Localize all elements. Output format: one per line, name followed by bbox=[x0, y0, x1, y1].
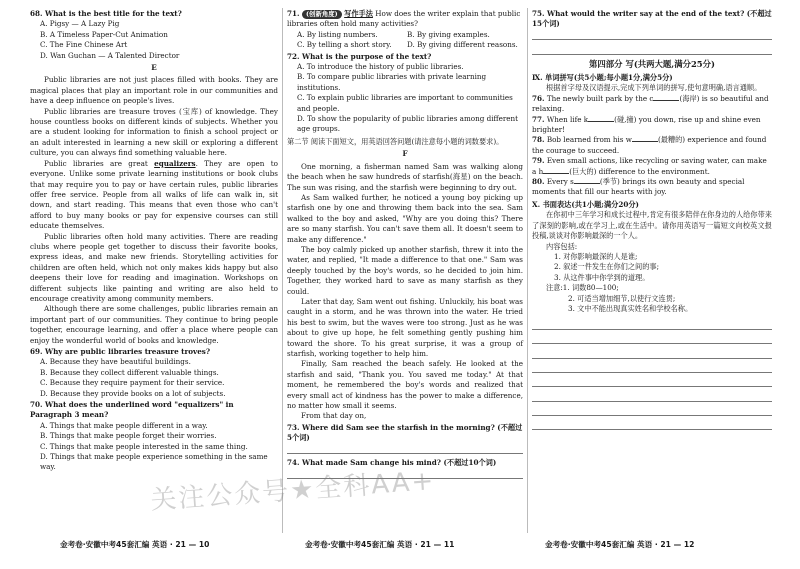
options-71-row2 bbox=[287, 40, 523, 50]
option-69-a: A. Because they have beautiful buildings. bbox=[40, 357, 191, 367]
spelling-item-80 bbox=[532, 177, 772, 198]
option-71-c: C. By telling a short story. bbox=[297, 40, 392, 50]
question-75: 75. What would the writer say at the end of the text? (不超过15个词) bbox=[532, 9, 772, 29]
option-70-b: B. Things that make people forget their worries. bbox=[40, 431, 217, 441]
question-74: 74. What made Sam change his mind? (不超过10个词) bbox=[287, 458, 497, 468]
item-78-number: 78. bbox=[532, 135, 545, 145]
option-68-a: A. Pigsy — A Lazy Pig bbox=[40, 19, 120, 29]
spelling-item-77 bbox=[532, 115, 772, 136]
footer-left: 金考卷·安徽中考45套汇编 英语 · 21 — 10 bbox=[60, 540, 210, 549]
content-title: 内容包括: bbox=[546, 241, 578, 251]
writing-line[interactable] bbox=[532, 406, 772, 416]
option-68-d: D. Wan Guchan — A Talented Director bbox=[40, 50, 180, 60]
section-10-intro: 在你初中三年学习和成长过程中,肯定有很多陪伴在你身边的人给你带来了深刻的影响,或在学习上,或在生活中。请你用英语写一篇短文向校英文报投稿,谈谈对你影响最深的一个人。 bbox=[532, 210, 772, 241]
writing-line[interactable] bbox=[532, 319, 772, 329]
item-77-prefix: When life k bbox=[546, 114, 589, 124]
item-76-rest: is so beautiful and relaxing. bbox=[532, 93, 769, 114]
option-70-d: D. Things that make people experience something in the same way. bbox=[40, 452, 268, 472]
option-70-a: A. Things that make people different in a way. bbox=[40, 420, 208, 430]
item-79-rest: difference to the environment. bbox=[596, 166, 710, 176]
note-2: 2. 可适当增加细节,以使行文连贯; bbox=[568, 293, 676, 303]
question-70: 70. What does the underlined word "equalizers" in Paragraph 3 mean? bbox=[30, 400, 234, 420]
spelling-item-76 bbox=[532, 94, 772, 115]
passage-f-paragraph-5: Finally, Sam reached the beach safely. He looked at the starfish and said, "Thank you. You saved me today." At that moment, he remembered the boy's words and realized that every small act of kindness has the power to make a difference, no matter how small it seems. bbox=[287, 359, 523, 411]
column-middle bbox=[287, 8, 523, 483]
item-76-hint: (海岸) bbox=[679, 93, 700, 103]
writing-area[interactable] bbox=[532, 319, 772, 430]
content-item-2: 2. 叙述一件发生在你们之间的事; bbox=[554, 262, 660, 272]
item-77-number: 77. bbox=[532, 114, 545, 124]
passage-e-paragraph-2: Public libraries are treasure troves (宝库) of knowledge. They house countless books on different kinds of subjects. Whether you are a student looking for information to finish a school project or an adult interested in learning a new skill or exploring a different culture, you can always find something valuable here. bbox=[30, 106, 278, 158]
item-79-prefix: Even small actions, like recycling or saving water, can make a h bbox=[532, 156, 767, 176]
options-71-row1 bbox=[287, 30, 523, 40]
passage-f-paragraph-6: From that day on, bbox=[301, 411, 367, 421]
writing-line[interactable] bbox=[532, 363, 772, 373]
content-item-1: 1. 对你影响最深的人是谁; bbox=[554, 251, 638, 261]
item-78-hint: (最糟的) bbox=[657, 135, 686, 145]
item-80-prefix: Every s bbox=[546, 177, 574, 187]
option-68-b: B. A Timeless Paper-Cut Animation bbox=[40, 29, 168, 39]
writing-line[interactable] bbox=[532, 334, 772, 344]
question-71-text: How does the writer explain that public libraries often hold many activities? bbox=[287, 9, 521, 29]
column-right bbox=[532, 8, 772, 434]
option-69-b: B. Because they collect different valuable things. bbox=[40, 367, 219, 377]
content-item-3: 3. 从这件事中你学到的道理。 bbox=[554, 272, 650, 282]
spelling-item-79 bbox=[532, 156, 772, 177]
writing-line[interactable] bbox=[532, 420, 772, 430]
option-68-c: C. The Fine Chinese Art bbox=[40, 40, 128, 50]
question-69: 69. Why are public libraries treasure troves? bbox=[30, 347, 211, 356]
passage-f-paragraph-2: As Sam walked further, he noticed a young boy picking up starfish one by one and throwing them back into the sea. Sam walked to the boy and asked, "Why are you doing this? There are so many starfish. You can't save them all. It doesn't seem to make any difference." bbox=[287, 192, 523, 244]
option-69-d: D. Because they provide books on a lot of subjects. bbox=[40, 388, 226, 398]
passage-f-paragraph-4: Later that day, Sam went out fishing. Unluckily, his boat was caught in a storm, and he was thrown into the water. He tried his best to swim, but the waves were too strong. Just as he was about to give up hope, he felt something gently pushing him toward the shore. To his great surprise, it was a group of starfish, working together to help him. bbox=[287, 296, 523, 358]
item-76-number: 76. bbox=[532, 93, 545, 103]
option-72-c: C. To explain public libraries are important to communities and people. bbox=[297, 93, 513, 113]
answer-line-73[interactable] bbox=[287, 444, 523, 454]
writing-line[interactable] bbox=[532, 377, 772, 387]
item-77-blank[interactable] bbox=[588, 121, 614, 122]
writing-line[interactable] bbox=[532, 348, 772, 358]
option-71-b: B. By giving examples. bbox=[407, 29, 490, 39]
section-9-title: Ⅸ. 单词拼写(共5小题;每小题1分,满分5分) bbox=[532, 73, 673, 82]
writing-line[interactable] bbox=[532, 391, 772, 401]
passage-e-paragraph-1: Public libraries are not just places filled with books. They are magical places that play an important role in our communities and have a deep influence on people's lives. bbox=[30, 75, 278, 106]
item-76-blank[interactable] bbox=[653, 100, 679, 101]
item-80-hint: (季节) bbox=[599, 177, 620, 187]
note-3: 3. 文中不能出现真实姓名和学校名称。 bbox=[568, 303, 693, 313]
item-80-rest: brings its own beauty and special moments that fill our hearts with joy. bbox=[532, 177, 745, 197]
passage-e-paragraph-5: Although there are some challenges, public libraries remain an important part of our communities. They continue to bring people together, encourage learning, and offer a place where people can enjoy the wonderful world of books and knowledge. bbox=[30, 304, 278, 345]
option-72-a: A. To introduce the history of public libraries. bbox=[297, 62, 464, 72]
passage-letter-f: F bbox=[402, 149, 408, 159]
passage-f-paragraph-3: The boy calmly picked up another starfish, threw it into the water, and replied, "It made a difference to that one." Sam was deeply touched by the boy's words, so he decided to join him. Together, they worked hard to save as many starfish as they could. bbox=[287, 244, 523, 296]
answer-line-75-2[interactable] bbox=[532, 44, 772, 54]
question-73: 73. Where did Sam see the starfish in the morning? (不超过5个词) bbox=[287, 422, 523, 443]
option-72-d: D. To show the popularity of public libraries among different age groups. bbox=[297, 114, 519, 134]
item-80-number: 80. bbox=[532, 177, 545, 187]
spelling-item-78 bbox=[532, 135, 772, 156]
part-4-title: 第四部分 写(共两大题,满分25分) bbox=[589, 58, 715, 69]
footer-right: 金考卷·安徽中考45套汇编 英语 · 21 — 12 bbox=[545, 540, 695, 549]
item-79-hint: (巨大的) bbox=[569, 166, 597, 176]
item-77-rest: you down, rise up and shine even brighter! bbox=[532, 114, 761, 135]
question-68: 68. What is the best title for the text? bbox=[30, 9, 182, 18]
option-70-c: C. Things that make people interested in the same thing. bbox=[40, 441, 248, 451]
option-71-d: D. By giving different reasons. bbox=[407, 40, 518, 50]
question-71 bbox=[287, 9, 523, 30]
question-71-category: 写作手法 bbox=[344, 9, 373, 18]
option-72-b: B. To compare public libraries with private learning institutions. bbox=[297, 72, 487, 92]
passage-e-paragraph-3: Public libraries are great equalizers. They are open to everyone. Unlike some private learning institutions or book clubs that may require you to pay or have certain rules, public libraries offer free service. People from all walks of life can walk in, sit down, and start reading. This means that even those who can't afford to buy many books or pay for expensive courses can still educate themselves. bbox=[30, 158, 278, 231]
column-left bbox=[30, 8, 278, 473]
item-79-blank[interactable] bbox=[543, 173, 569, 174]
item-78-blank[interactable] bbox=[632, 141, 658, 142]
p3-rest: They are open to everyone. Unlike some private learning institutions or book clubs that may require you to pay or have certain rules, public libraries offer free service. People from all walks of life can walk in, sit down, and start reading. This means that even those who can't afford to buy many books or pay for expensive courses can still educate themselves. bbox=[30, 158, 278, 231]
item-78-rest: experience and found the courage to succeed. bbox=[532, 135, 767, 155]
note-1: 注意:1. 词数80—100; bbox=[546, 283, 619, 293]
section-10-title: Ⅹ. 书面表达(共1小题;满分20分) bbox=[532, 199, 639, 209]
part-2-instructions: 第二节 阅读下面短文，用英语回答问题(请注意每小题的词数要求)。 bbox=[287, 136, 504, 146]
option-71-a: A. By listing numbers. bbox=[297, 29, 378, 39]
column-divider bbox=[282, 8, 283, 533]
question-71-number: 71. bbox=[287, 9, 300, 18]
passage-e-paragraph-4: Public libraries often hold many activities. There are reading clubs where people get together to discuss their favorite books, express ideas, and make new friends. Storytelling activities for children are often held, which not only makes kids happy but also deepens their love for reading and imagination. Workshops on different subjects like painting and writing are also held to encourage creativity among community members. bbox=[30, 231, 278, 303]
item-80-blank[interactable] bbox=[574, 183, 600, 184]
footer-middle: 金考卷·安徽中考45套汇编 英语 · 21 — 11 bbox=[305, 540, 455, 549]
watermark-text: 关注公众号★全科AA+ bbox=[149, 466, 437, 516]
answer-line-75-1[interactable] bbox=[532, 30, 772, 40]
item-79-number: 79. bbox=[532, 156, 545, 166]
innovation-tag: (创新角度) bbox=[302, 10, 342, 19]
item-78-prefix: Bob learned from his w bbox=[546, 135, 632, 145]
equalizers-word: equalizers bbox=[154, 158, 196, 168]
column-divider bbox=[527, 8, 528, 533]
question-72: 72. What is the purpose of the text? bbox=[287, 51, 432, 61]
passage-f-paragraph-1: One morning, a fisherman named Sam was walking along the beach when he saw hundreds of starfish(海星) on the beach. The sun was rising, and the starfish were beginning to dry out. bbox=[287, 161, 523, 192]
p3-lead: Public libraries are great bbox=[44, 158, 155, 168]
passage-letter-e: E bbox=[151, 63, 157, 73]
option-69-c: C. Because they require payment for their service. bbox=[40, 378, 225, 388]
section-9-intro: 根据首字母及汉语提示,完成下列单词的拼写,使句意明确,语言通顺。 bbox=[546, 83, 762, 93]
item-77-hint: (碰,撞) bbox=[614, 114, 637, 124]
item-76-prefix: The newly built park by the c bbox=[546, 93, 654, 103]
